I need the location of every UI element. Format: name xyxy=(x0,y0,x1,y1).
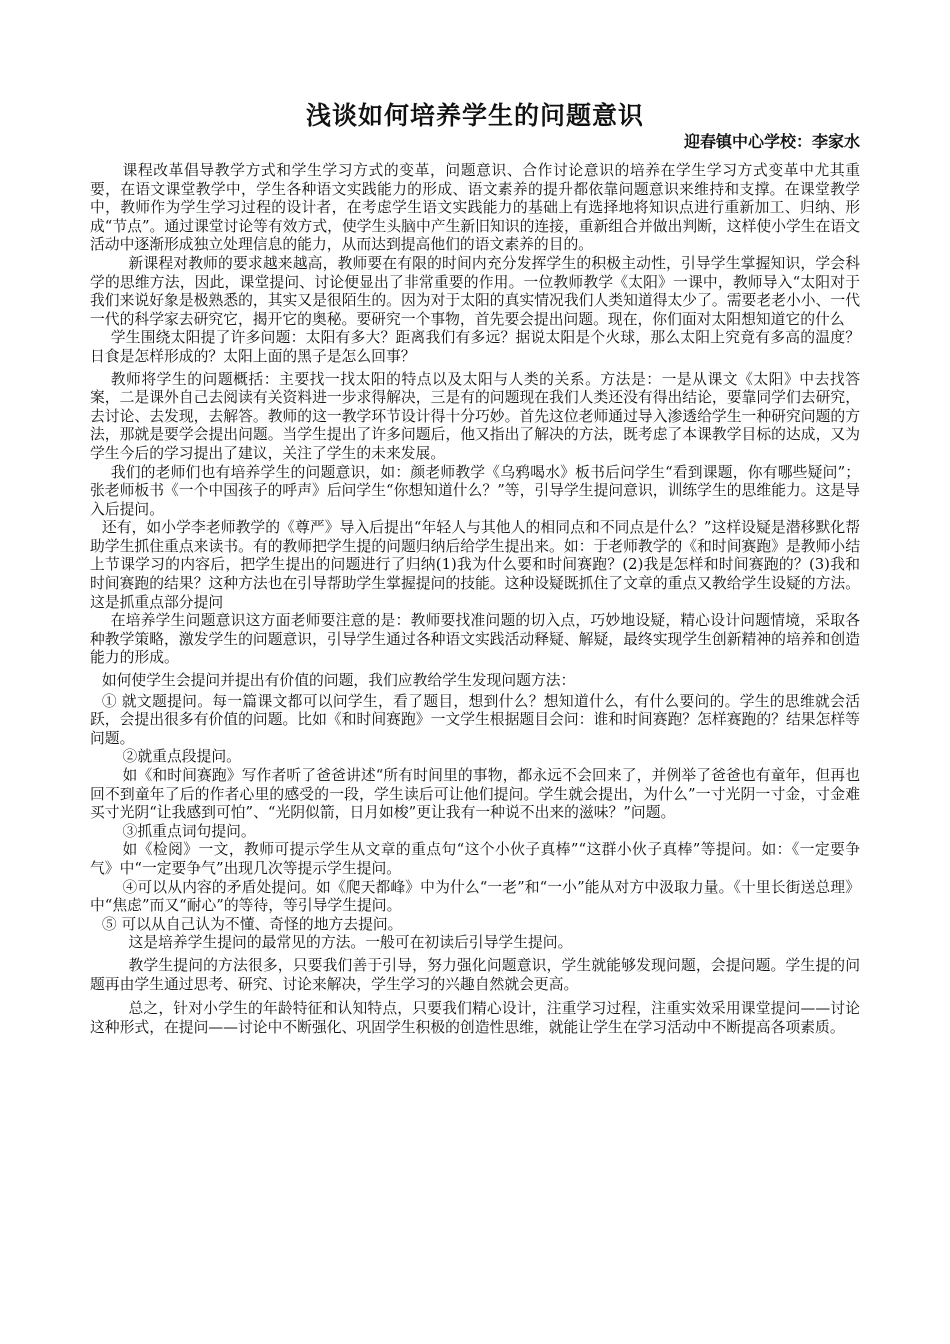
body-paragraph: 还有，如小学李老师教学的《尊严》导入后提出“年轻人与其他人的相同点和不同点是什么？”这样设疑是潜移默化帮助学生抓住重点来读书。有的教师把学生提的问题归纳后给学生提出来。如：于老师教学的《和时间赛跑》是教师小结上节课学习的内容后，把学生提出的问题进行了归纳(1)我为什么要和时间赛跑？(2)我是怎样和时间赛跑的？(3)我和时间赛跑的结果？这种方法也在引导帮助学生掌握提问的技能。这种设疑既抓住了文章的重点又教给学生设疑的方法。这是抓重点部分提问 xyxy=(90,519,860,611)
body-paragraph: 如《和时间赛跑》写作者听了爸爸讲述“所有时间里的事物，都永远不会回来了，并例举了爸爸也有童年，但再也回不到童年了后的作者心里的感受的一段，学生读后可让他们提问。学生就会提出，为什么”一寸光阴一寸金，寸金难买寸光阴“让我感到可怕”、“光阴似箭，日月如梭”更让我有一种说不出来的滋味？”问题。 xyxy=(90,767,860,822)
body-paragraph: ③抓重点词句提问。 xyxy=(122,822,256,840)
body-paragraph: 如《检阅》一文，教师可提示学生从文章的重点句“这个小伙子真棒”“这群小伙子真棒”等提问。如：《一定要争气》中“一定要争气”出现几次等提示学生提问。 xyxy=(90,841,860,877)
body-paragraph: 课程改革倡导教学方式和学生学习方式的变革，问题意识、合作讨论意识的培养在学生学习方式变革中尤其重要，在语文课堂教学中，学生各种语文实践能力的形成、语文素养的提升都依靠问题意识来维持和支撑。在课堂教学中，教师作为学生学习过程的设计者，在考虑学生语文实践能力的基础上有选择地将知识点进行重新加工、归纳、形成“节点”。通过课堂讨论等有效方式，使学生头脑中产生新旧知识的连接，重新组合并做出判断，这样使小学生在语文活动中逐渐形成独立处理信息的能力，从而达到提高他们的语文素养的目的。 xyxy=(90,162,860,254)
body-paragraph: 如何使学生会提问并提出有价值的问题，我们应教给学生发现问题方法： xyxy=(101,672,576,690)
body-paragraph: 我们的老师们也有培养学生的问题意识，如：颜老师教学《乌鸦喝水》板书后问学生“看到课题，你有哪些疑问”；张老师板书《一个中国孩子的呼声》后问学生“你想知道什么？”等，引导学生提问意识，训练学生的思维能力。这是导入后提问。 xyxy=(90,463,860,518)
body-paragraph: 这是培养学生提问的最常见的方法。一般可在初读后引导学生提问。 xyxy=(128,934,573,952)
document-title: 浅谈如何培养学生的问题意识 xyxy=(305,101,644,130)
body-paragraph: 教师将学生的问题概括：主要找一找太阳的特点以及太阳与人类的关系。方法是：一是从课文《太阳》中去找答案，二是课外自己去阅读有关资料进一步求得解决，三是有的问题现在我们人类还没有得出结论，要靠同学们去研究，去讨论、去发现，去解答。教师的这一教学环节设计得十分巧妙。首先这位老师通过导入渗透给学生一种研究问题的方法，那就是要学会提出问题。当学生提出了许多问题后，他又指出了解决的方法，既考虑了本课教学目标的达成，又为学生今后的学习提出了建议，关注了学生的未来发展。 xyxy=(90,370,860,462)
author-line: 迎春镇中心学校：李家水 xyxy=(683,132,860,151)
body-paragraph: 教学生提问的方法很多，只要我们善于引导，努力强化问题意识，学生就能够发现问题，会提问题。学生提的问题再由学生通过思考、研究、讨论来解决，学生学习的兴趣自然就会更高。 xyxy=(90,956,860,993)
body-paragraph: 新课程对教师的要求越来越高，教师要在有限的时间内充分发挥学生的积极主动性，引导学生掌握知识，学会科学的思维方法，因此，课堂提问、讨论便显出了非常重要的作用。一位教师教学《太阳》一课中，教师导入“太阳对于我们来说好象是极熟悉的，其实又是很陌生的。因为对于太阳的真实情况我们人类知道得太少了。需要老老小小、一代一代的科学家去研究它，揭开它的奥秘。要研究一个事物，首先要会提出问题。现在，你们面对太阳想知道它的什么 xyxy=(90,254,860,328)
body-paragraph: ④可以从内容的矛盾处提问。如《爬天都峰》中为什么“一老”和“一小”能从对方中汲取力量。《十里长街送总理》中“焦虑”而又“耐心”的等待，等引导学生提问。 xyxy=(90,878,860,915)
body-paragraph: ②就重点段提问。 xyxy=(122,748,241,766)
body-paragraph: 在培养学生问题意识这方面老师要注意的是：教师要找准问题的切入点，巧妙地设疑，精心设计问题情境，采取各种教学策略，激发学生的问题意识，引导学生通过各种语文实践活动释疑、解疑，最终实现学生创新精神的培养和创造能力的形成。 xyxy=(90,612,860,667)
document-body xyxy=(90,162,860,1037)
body-paragraph: 学生围绕太阳提了许多问题：太阳有多大？距离我们有多远？据说太阳是个火球，那么太阳上究竟有多高的温度？日食是怎样形成的？太阳上面的黑子是怎么回事？ xyxy=(90,329,860,365)
body-paragraph: ⑤ 可以从自己认为不懂、奇怪的地方去提问。 xyxy=(101,915,403,933)
body-paragraph: 总之，针对小学生的年龄特征和认知特点，只要我们精心设计，注重学习过程，注重实效采用课堂提问——讨论这种形式，在提问——讨论中不断强化、巩固学生积极的创造性思维，就能让学生在学习活动中不断提高各项素质。 xyxy=(90,1000,860,1036)
body-paragraph: ① 就文题提问。每一篇课文都可以问学生，看了题目，想到什么？想知道什么，有什么要问的。学生的思维就会活跃，会提出很多有价值的问题。比如《和时间赛跑》一文学生根据题目会问：谁和时间赛跑？怎样赛跑的？结果怎样等问题。 xyxy=(90,692,860,747)
